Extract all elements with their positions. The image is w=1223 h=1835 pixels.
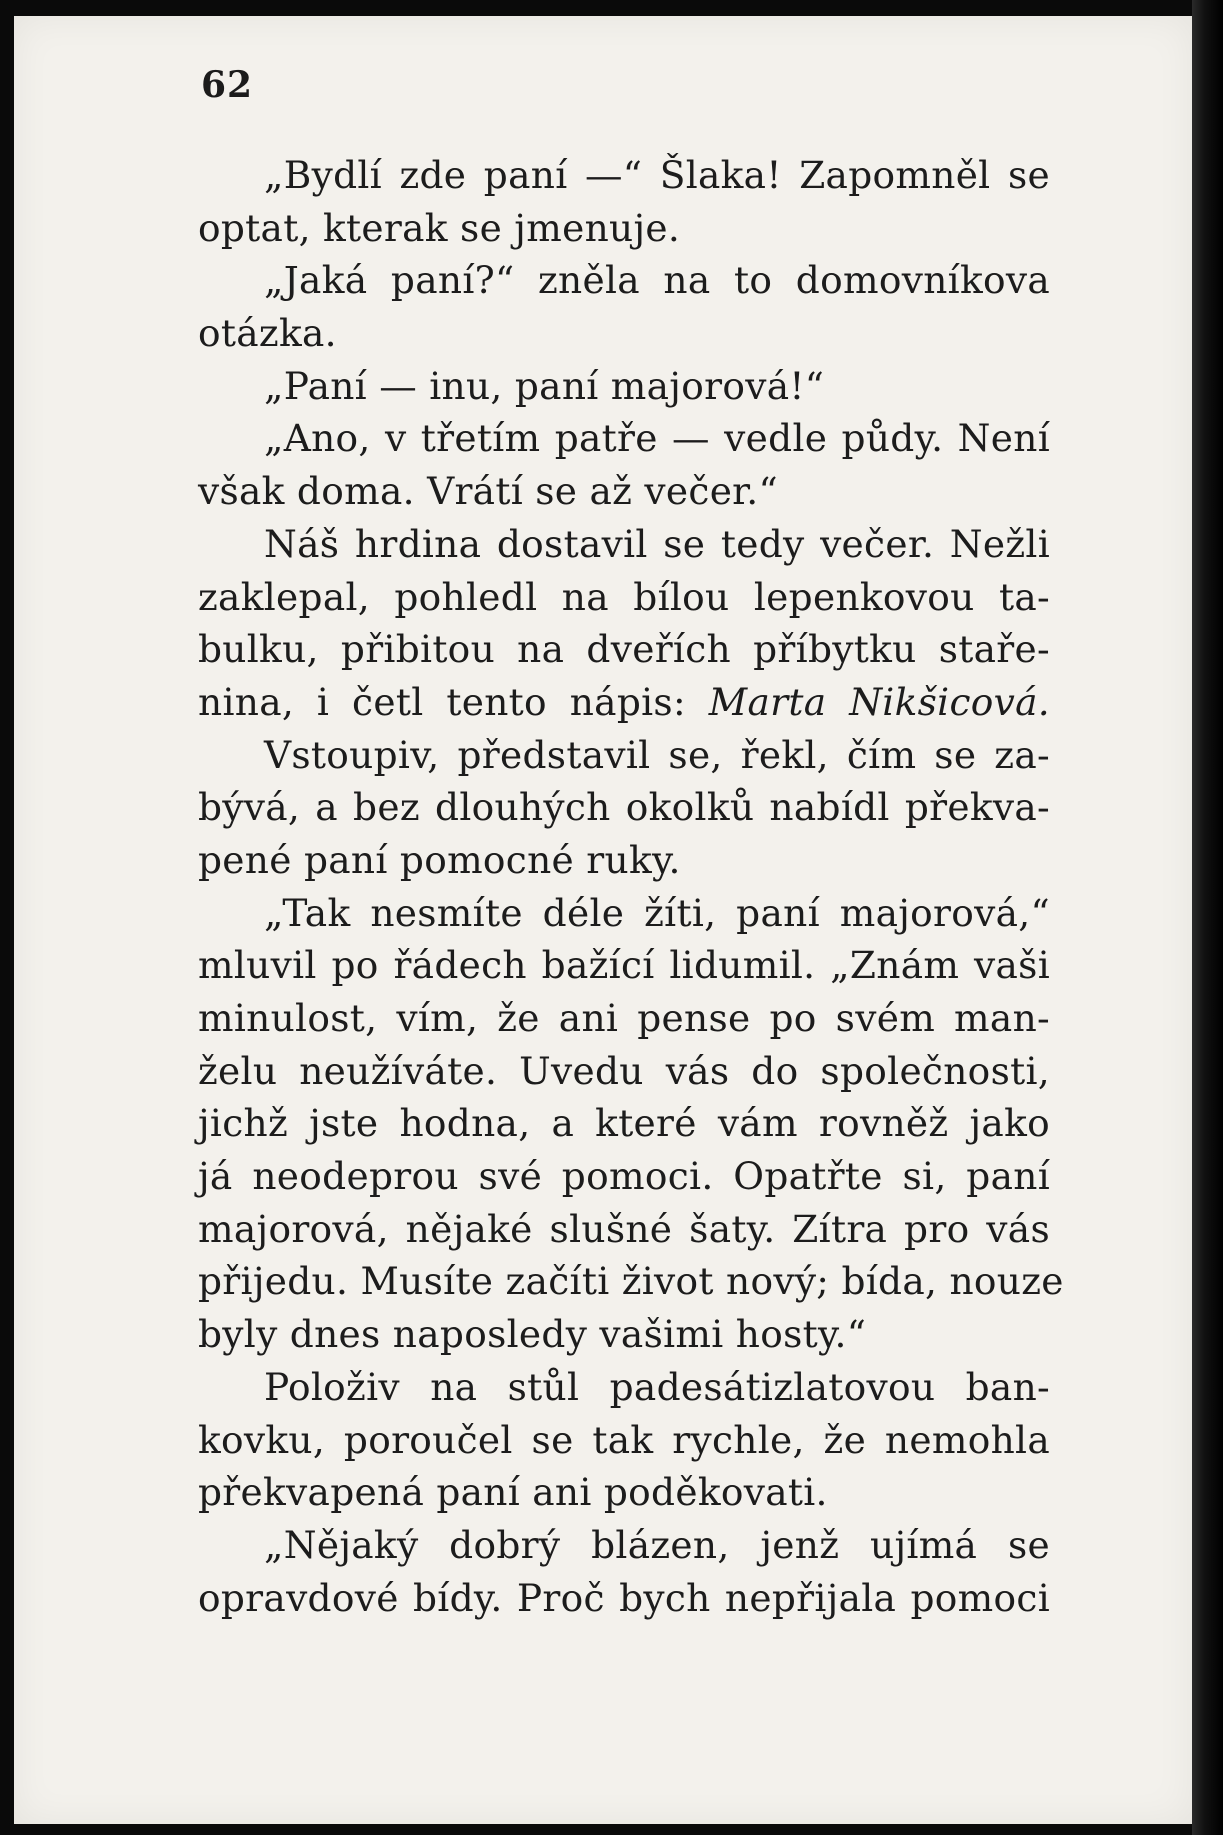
text-line-content: byly dnes naposledy vašimi hosty.“ <box>198 1312 867 1357</box>
text-line <box>198 307 1050 360</box>
book-page <box>14 16 1192 1824</box>
text-line-content: „Bydlí zde paní —“ Šlaka! Zapomněl se <box>264 153 1050 197</box>
text-line-content: „Ano, v třetím patře — vedle půdy. Není <box>264 416 1050 461</box>
text-line-content: bulku, přibitou na dveřích příbytku staře- <box>198 627 1050 672</box>
text-line <box>198 623 1050 676</box>
text-line-content: však doma. Vrátí se až večer.“ <box>198 469 778 514</box>
text-line-content: bývá, a bez dlouhých okolků nabídl překva- <box>198 785 1050 830</box>
text-line-content: minulost, vím, že ani pense po svém man- <box>198 996 1050 1040</box>
text-line-content: Položiv na stůl padesátizlatovou ban- <box>264 1364 1050 1409</box>
text-line <box>198 360 1050 413</box>
text-line-content: Náš hrdina dostavil se tedy večer. Nežli <box>264 521 1050 566</box>
text-line <box>198 465 1050 518</box>
text-line-content: „Nějaký dobrý blázen, jenž ujímá se <box>264 1522 1050 1567</box>
text-line-content: opravdové bídy. Proč bych nepřijala pomoci <box>198 1575 1050 1620</box>
text-line <box>198 1572 1050 1625</box>
text-line-content: kovku, poroučel se tak rychle, že nemohla <box>198 1417 1050 1462</box>
text-line <box>198 1519 1050 1572</box>
text-line <box>198 939 1050 992</box>
book-spine-edge <box>1192 0 1223 1835</box>
text-line-content: optat, kterak se jmenuje. <box>198 205 681 250</box>
text-line <box>198 834 1050 887</box>
text-line <box>198 1150 1050 1203</box>
text-line-content: zaklepal, pohledl na bílou lepenkovou ta- <box>198 574 1050 619</box>
text-line-content: „Tak nesmíte déle žíti, paní majorová,“ <box>264 890 1050 935</box>
text-line <box>198 1414 1050 1467</box>
text-line <box>198 1308 1050 1361</box>
italic-name: Marta Nikšicová. <box>708 679 1051 724</box>
text-line-content: „Jaká paní?“ zněla na to domovníkova <box>264 258 1050 303</box>
text-line <box>198 676 1050 729</box>
text-line-content: já neodeprou své pomoci. Opatřte si, paní <box>198 1154 1050 1199</box>
page-number: 62 <box>201 64 254 106</box>
text-line <box>198 149 1050 202</box>
body-text <box>198 149 1064 1624</box>
text-line <box>198 571 1050 624</box>
text-line <box>198 1045 1050 1098</box>
text-line <box>198 1466 1050 1519</box>
text-line-content: mluvil po řádech bažící lidumil. „Znám vaši <box>198 943 1050 988</box>
text-line-content: Vstoupiv, představil se, řekl, čím se za- <box>264 732 1050 777</box>
text-line-content: želu neužíváte. Uvedu vás do společnosti, <box>198 1048 1050 1093</box>
text-line <box>198 781 1050 834</box>
text-line-content: překvapená paní ani poděkovati. <box>198 1470 828 1515</box>
text-line-content: pené paní pomocné ruky. <box>198 837 681 882</box>
text-line <box>198 202 1050 255</box>
text-line-content: otázka. <box>198 311 337 356</box>
text-line-content: přijedu. Musíte začíti život nový; bída, nouze <box>198 1259 1064 1304</box>
text-line-content: „Paní — inu, paní majorová!“ <box>264 363 825 408</box>
text-line <box>198 412 1050 465</box>
text-line <box>198 254 1050 307</box>
text-line <box>198 1361 1050 1414</box>
text-line <box>198 1097 1050 1150</box>
text-line-content: majorová, nějaké slušné šaty. Zítra pro vás <box>198 1206 1050 1251</box>
text-line <box>198 1255 1064 1308</box>
text-line <box>198 887 1050 940</box>
text-line <box>198 1203 1050 1256</box>
text-line <box>198 729 1050 782</box>
text-line <box>198 518 1050 571</box>
text-line <box>198 992 1050 1045</box>
text-line-content: jichž jste hodna, a které vám rovněž jako <box>198 1101 1050 1146</box>
text-line-content: nina, i četl tento nápis: <box>198 679 709 724</box>
